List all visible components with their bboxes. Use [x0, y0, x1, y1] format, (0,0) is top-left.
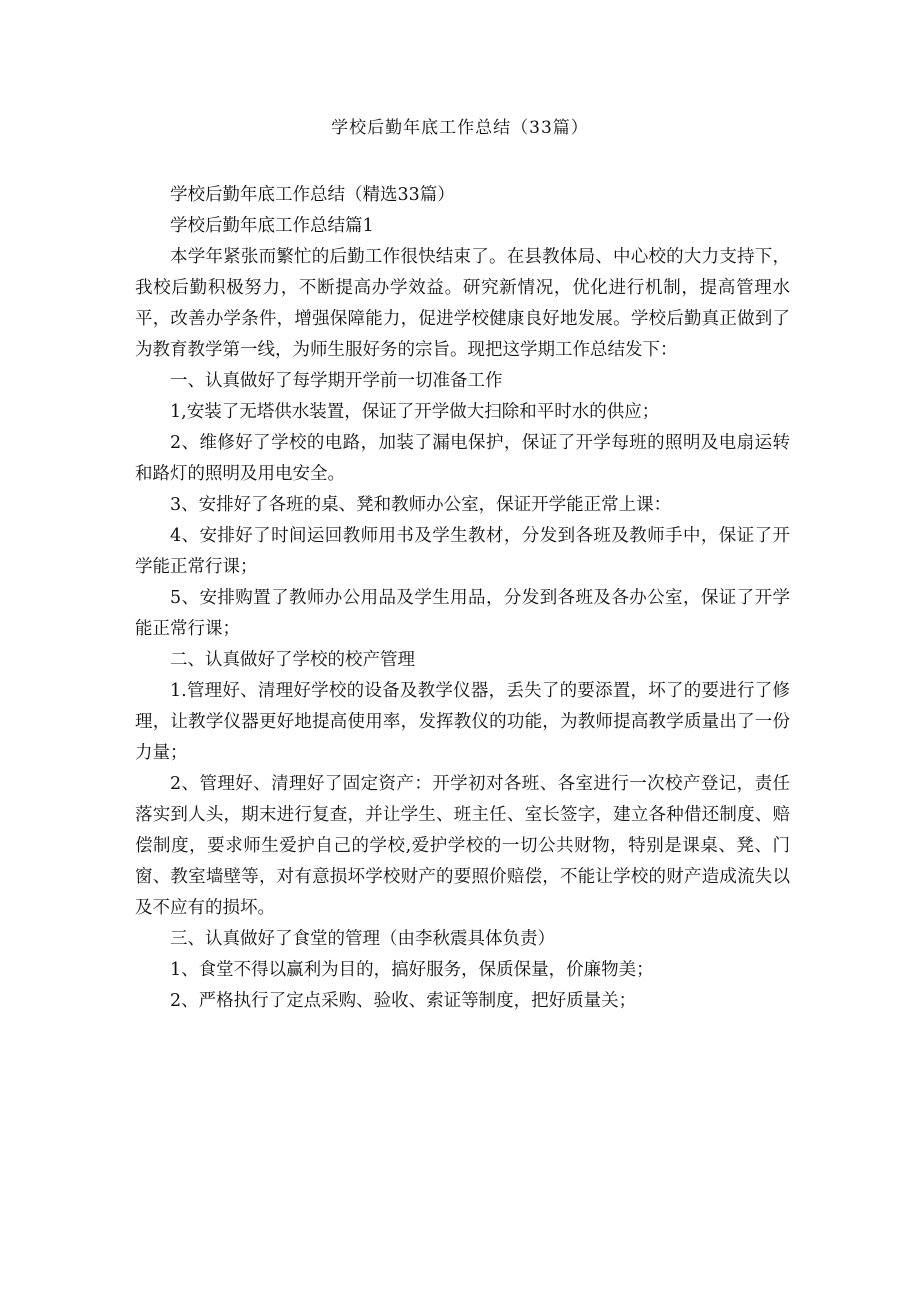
section-heading: 一、认真做好了每学期开学前一切准备工作	[170, 371, 503, 391]
document-body	[135, 180, 790, 1017]
list-item: 1.管理好、清理好学校的设备及教学仪器，丢失了的要添置，坏了的要进行了修理，让教学仪器更好地提高使用率，发挥教仪的功能，为教师提高教学质量出了一份力量；	[135, 681, 790, 763]
list-item: 2、严格执行了定点采购、验收、索证等制度，把好质量关；	[170, 991, 637, 1011]
document-title: 学校后勤年底工作总结（33篇）	[331, 118, 589, 138]
list-item: 2、维修好了学校的电路，加装了漏电保护，保证了开学每班的照明及电扇运转和路灯的照明及用电安全。	[135, 433, 790, 484]
list-item: 5、安排购置了教师办公用品及学生用品，分发到各班及各办公室，保证了开学能正常行课；	[135, 588, 790, 639]
body-paragraph: 学校后勤年底工作总结（精选33篇）	[170, 185, 455, 205]
list-item: 2、管理好、清理好了固定资产：开学初对各班、各室进行一次校产登记，责任落实到人头，期末进行复查，并让学生、班主任、室长签字，建立各种借还制度、赔偿制度，要求师生爱护自己的学校,爱护学校的一切公共财物，特别是课桌、凳、门窗、教室墙壁等，对有意损坏学校财产的要照价赔偿，不能让学校的财产造成流失以及不应有的损坏。	[135, 774, 790, 918]
list-item: 1,安装了无塔供水装置，保证了开学做大扫除和平时水的供应；	[170, 402, 660, 422]
list-item: 1、食堂不得以赢利为目的，搞好服务，保质保量，价廉物美；	[170, 960, 654, 980]
list-item: 3、安排好了各班的桌、凳和教师办公室，保证开学能正常上课：	[170, 495, 672, 515]
body-paragraph: 学校后勤年底工作总结篇1	[170, 216, 374, 236]
section-heading: 二、认真做好了学校的校产管理	[170, 650, 415, 670]
body-paragraph: 本学年紧张而繁忙的后勤工作很快结束了。在县教体局、中心校的大力支持下，我校后勤积极努力，不断提高办学效益。研究新情况，优化进行机制，提高管理水平，改善办学条件，增强保障能力，促进学校健康良好地发展。学校后勤真正做到了为教育教学第一线，为师生服好务的宗旨。现把这学期工作总结发下：	[135, 247, 790, 360]
list-item: 4、安排好了时间运回教师用书及学生教材，分发到各班及教师手中，保证了开学能正常行课；	[135, 526, 790, 577]
section-heading: 三、认真做好了食堂的管理（由李秋震具体负责）	[170, 929, 555, 949]
